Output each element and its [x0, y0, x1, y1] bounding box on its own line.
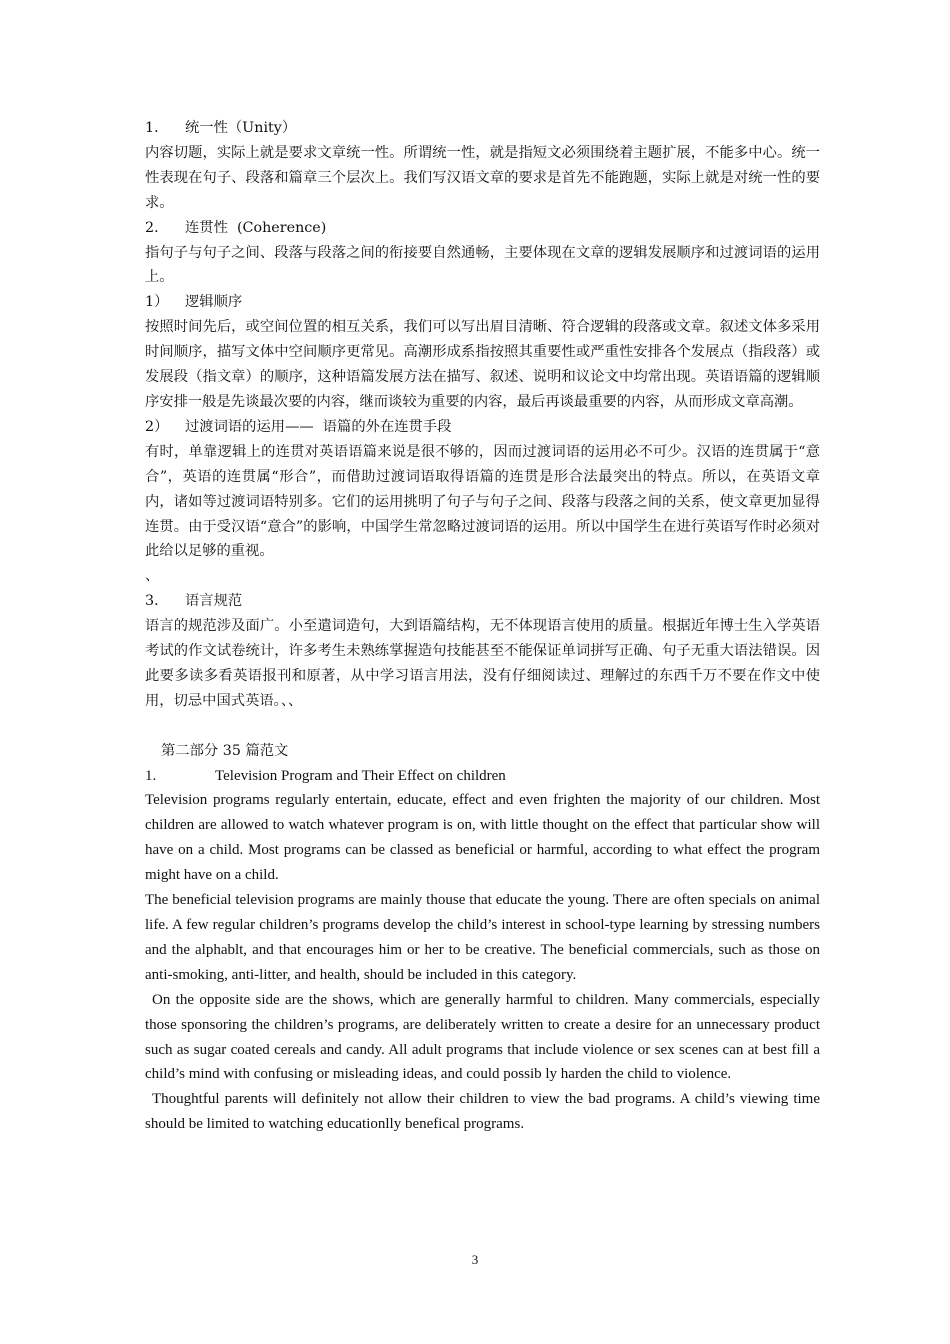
- subsection-number: 2）: [145, 418, 169, 435]
- section-title: 连贯性 (Coherence): [185, 219, 327, 236]
- subsection-title: 过渡词语的运用—— 语篇的外在连贯手段: [185, 418, 452, 435]
- section-number: 1．: [145, 120, 169, 136]
- essay-title: Television Program and Their Effect on children: [215, 767, 506, 784]
- essay-number: 1.: [145, 767, 157, 784]
- section-number: 3．: [145, 593, 169, 610]
- section-title: 语言规范: [185, 593, 243, 610]
- subsection-heading-transition: [145, 415, 820, 440]
- blank-line: [145, 714, 820, 739]
- essay-paragraph: The beneficial television programs are mainly thouse that educate the young. There are often specials on animal life. A few regular children’s programs develop the child’s interest in school-type learning by stressing numbers and the alphablt, and that encourages him or her to be creative. The beneficial commercials, such as those on anti-smoking, anti-litter, and health, should be included in this category.: [145, 892, 820, 983]
- subsection-title: 逻辑顺序: [185, 294, 243, 311]
- subsection-number: 1）: [145, 294, 169, 311]
- section-heading-language: [145, 589, 820, 614]
- section-number: 2．: [145, 219, 169, 236]
- part-two-title: 第二部分 35 篇范文: [161, 742, 289, 759]
- essay-paragraph: On the opposite side are the shows, which are generally harmful to children. Many commercials, especially those sponsoring the children’s programs, are deliberately written to create a desire for an unnecessary product such as sugar coated cereals and candy. All adult programs that include violence or sex scenes can at best fill a child’s mind with confusing or misleading ideas, and could possib ly harden the child to violence.: [145, 991, 820, 1083]
- page-content: [145, 116, 820, 1137]
- page-number: 3: [471, 1252, 479, 1267]
- essay-paragraph: Thoughtful parents will definitely not allow their children to view the bad programs. A child’s viewing time should be limited to watching educationlly benefical programs.: [145, 1091, 820, 1133]
- subsection-body-logic-order: 按照时间先后，或空间位置的相互关系，我们可以写出眉目清晰、符合逻辑的段落或文章。叙述文体多采用时间顺序，描写文体中空间顺序更常见。高潮形成系指按照其重要性或严重性安排各个发展点（指段落）或发展段（指文章）的顺序，这种语篇发展方法在描写、叙述、说明和议论文中均常出现。英语语篇的逻辑顺序安排一般是先谈最次要的内容，继而谈较为重要的内容，最后再谈最重要的内容，从而形成文章高潮。: [145, 319, 820, 410]
- subsection-heading-logic-order: [145, 290, 820, 315]
- section-body-language: 语言的规范涉及面广。小至遣词造句，大到语篇结构，无不体现语言使用的质量。根据近年博士生入学英语考试的作文试卷统计，许多考生未熟练掌握造句技能甚至不能保证单词拼写正确、句子无重大语法错误。因此要多读多看英语报刊和原著，从中学习语言用法，没有仔细阅读过、理解过的东西千万不要在作文中使用，切忌中国式英语。、、: [145, 618, 820, 709]
- stray-punctuation: 、: [145, 568, 160, 585]
- section-heading-unity: [145, 116, 820, 141]
- section-body-unity: 内容切题，实际上就是要求文章统一性。所谓统一性，就是指短文必须围绕着主题扩展，不能多中心。统一性表现在句子、段落和篇章三个层次上。我们写汉语文章的要求是首先不能跑题，实际上就是对统一性的要求。: [145, 144, 820, 211]
- subsection-body-transition: 有时，单靠逻辑上的连贯对英语语篇来说是很不够的，因而过渡词语的运用必不可少。汉语的连贯属于“意合”，英语的连贯属“形合”，而借助过渡词语取得语篇的连贯是形合法最突出的特点。所以，在英语文章内，诸如等过渡词语特别多。它们的运用挑明了句子与句子之间、段落与段落之间的关系，使文章更加显得连贯。由于受汉语“意合”的影响，中国学生常忽略过渡词语的运用。所以中国学生在进行英语写作时必须对此给以足够的重视。: [145, 443, 820, 560]
- section-title: 统一性（Unity）: [185, 120, 297, 136]
- essay-heading: [145, 764, 820, 789]
- essay-paragraph: Television programs regularly entertain, educate, effect and even frighten the majority of our children. Most children are allowed to watch whatever program is on, with little thought on the effect that particular show will have on a child. Most programs can be classed as beneficial or harmful, according to what effect the program might have on a child.: [145, 792, 820, 884]
- section-heading-coherence: [145, 216, 820, 241]
- section-body-coherence: 指句子与句子之间、段落与段落之间的衔接要自然通畅，主要体现在文章的逻辑发展顺序和过渡词语的运用上。: [145, 244, 820, 286]
